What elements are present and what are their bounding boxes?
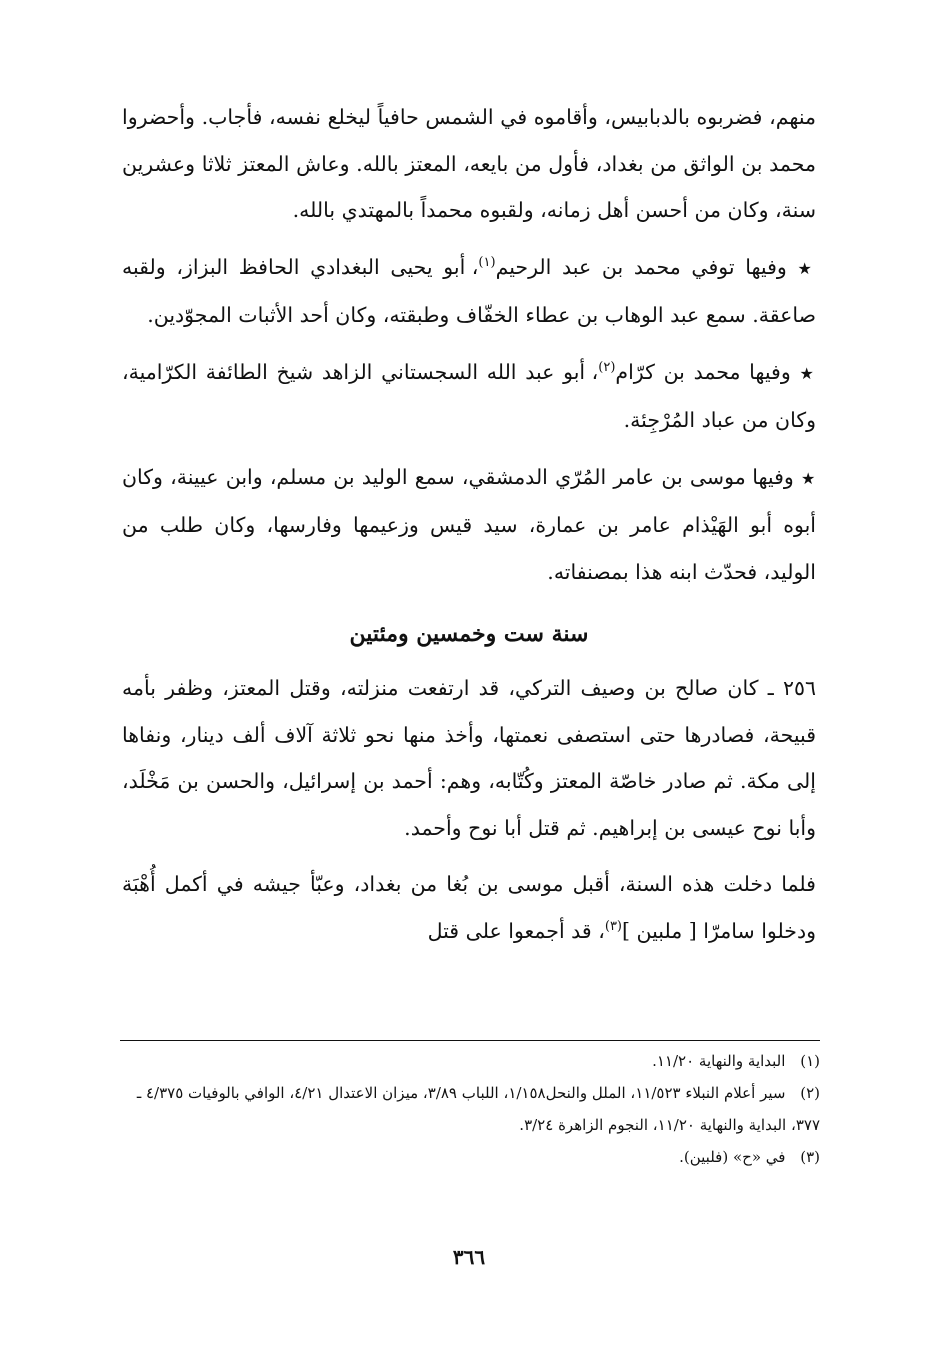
footnote-text: سير أعلام النبلاء ١١/٥٢٣، الملل والنحل١/١٥٨، اللباب ٣/٨٩، ميزان الاعتدال ٤/٢١، الوافي بالوفيات ٤/٣٧٥ ـ ٣٧٧، البداية والنهاية ١١/٢٠، النجوم الزاهرة ٣/٢٤. [136,1084,820,1134]
footnote-number: (١) [800,1052,820,1070]
paragraph-4 [122,454,816,596]
paragraph-5 [122,665,816,851]
footnote-1 [120,1045,820,1077]
footnote-number: (٣) [800,1148,820,1166]
footnote-ref-3: (٣) [604,918,622,934]
star-marker: ★ [800,468,816,488]
paragraph-2 [122,244,816,339]
footnote-text: في «ح» (فلبين). [679,1148,786,1166]
footnote-ref-2: (٢) [598,359,616,375]
paragraph-4-text: وفيها موسى بن عامر المُرّي الدمشقي، سمع الوليد بن مسلم، وابن عيينة، وكان أبوه أبو الهَيْذام عامر بن عمارة، سيد قيس وزعيمها وفارسها، وكان طلب من الوليد، فحدّث ابنه هذا بمصنفاته. [122,464,816,584]
page-number: ٣٦٦ [452,1245,486,1269]
star-marker: ★ [799,363,816,383]
footnotes [120,1040,820,1173]
section-heading: سنة ست وخمسين ومئتين [349,621,589,647]
paragraph-3-text-a: وفيها محمد بن كرّام [615,359,791,384]
paragraph-3 [122,349,816,444]
paragraph-6 [122,861,816,954]
paragraph-6-text-a: فلما دخلت هذه السنة، أقبل موسى بن بُغا من بغداد، وعبّأ جيشه في أكمل أُهْبَة ودخلوا سامرّا [ ملبين ] [122,872,816,943]
star-marker: ★ [797,258,816,278]
footnote-number: (٢) [800,1084,820,1102]
paragraph-3-text-b: ، أبو عبد الله السجستاني الزاهد شيخ الطائفة الكرّامية، وكان من عباد المُرْجِئة. [122,359,816,432]
paragraph-2-text-b: ، أبو يحيى البغدادي الحافظ البزاز، ولقبه صاعقة. سمع عبد الوهاب بن عطاء الخفّاف وطبقته، وكان أحد الأثبات المجوّدين. [122,254,816,327]
paragraph-1-text: منهم، فضربوه بالدبابيس، وأقاموه في الشمس حافياً ليخلع نفسه، فأجاب. وأحضروا محمد بن الواثق من بغداد، فأول من بايعه، المعتز بالله. وعاش المعتز ثلاثا وعشرين سنة، وكان من أحسن أهل زمانه، ولقبوه محمداً بالمهتدي بالله. [122,105,816,222]
paragraph-1 [122,94,816,234]
paragraph-5-text: ٢٥٦ ـ كان صالح بن وصيف التركي، قد ارتفعت منزلته، وقتل المعتز، وظفر بأمه قبيحة، فصادرها حتى استصفى نعمتها، وأخذ منها نحو ثلاثة آلاف ألف دينار، ونفاها إلى مكة. ثم صادر خاصّة المعتز وكُتّابه، وهم: أحمد بن إسرائيل، والحسن بن مَخْلَد، وأبا نوح عيسى بن إبراهيم. ثم قتل أبا نوح وأحمد. [122,676,816,840]
paragraph-2-text-a: وفيها توفي محمد بن عبد الرحيم [495,254,787,279]
footnote-3 [120,1141,820,1173]
main-text [122,94,816,954]
paragraph-6-text-b: ، قد أجمعوا على قتل [427,918,605,943]
footnote-text: البداية والنهاية ١١/٢٠. [652,1052,786,1070]
footnote-2 [120,1077,820,1141]
footnote-ref-1: (١) [478,254,496,270]
